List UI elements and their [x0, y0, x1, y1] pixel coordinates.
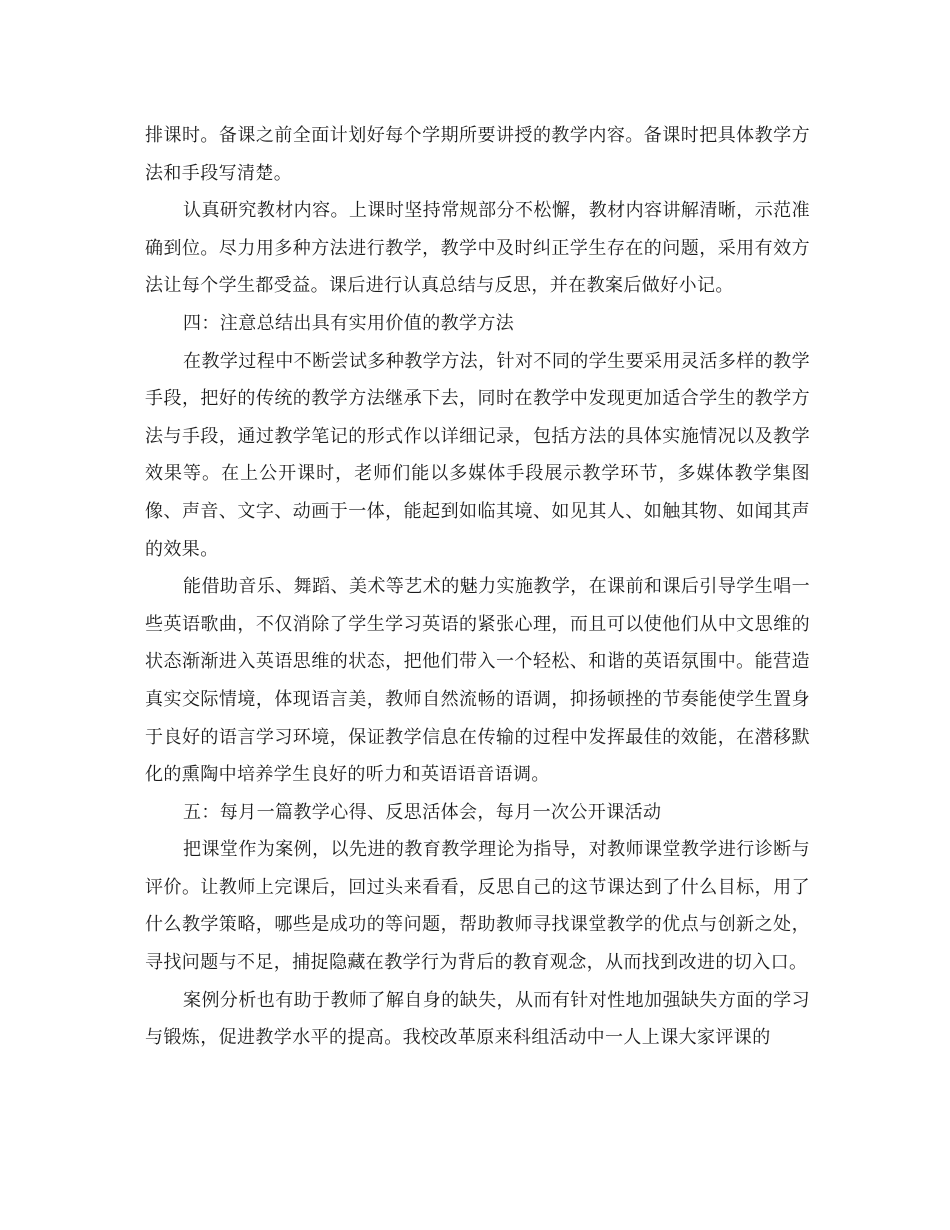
- section-heading: 四：注意总结出具有实用价值的教学方法: [183, 312, 515, 334]
- paragraph: 在教学过程中不断尝试多种教学方法，针对不同的学生要采用灵活多样的教学手段，把好的传统的教学方法继承下去，同时在教学中发现更加适合学生的教学方法与手段，通过教学笔记的形式作以详细记录，包括方法的具体实施情况以及教学效果等。在上公开课时，老师们能以多媒体手段展示教学环节，多媒体教学集图像、声音、文字、动画于一体，能起到如临其境、如见其人、如触其物、如闻其声的效果。: [145, 350, 810, 560]
- paragraph: 排课时。备课之前全面计划好每个学期所要讲授的教学内容。备课时把具体教学方法和手段写清楚。: [145, 125, 810, 184]
- paragraph: 能借助音乐、舞蹈、美术等艺术的魅力实施教学，在课前和课后引导学生唱一些英语歌曲，不仅消除了学生学习英语的紧张心理，而且可以使他们从中文思维的状态渐渐进入英语思维的状态，把他们带入一个轻松、和谐的英语氛围中。能营造真实交际情境，体现语言美，教师自然流畅的语调，抑扬顿挫的节奏能使学生置身于良好的语言学习环境，保证教学信息在传输的过程中发挥最佳的效能，在潜移默化的熏陶中培养学生良好的听力和英语语音语调。: [145, 576, 810, 786]
- paragraph: 案例分析也有助于教师了解自身的缺失，从而有针对性地加强缺失方面的学习与锻炼，促进教学水平的提高。我校改革原来科组活动中一人上课大家评课的: [145, 989, 810, 1049]
- paragraph: 把课堂作为案例，以先进的教育教学理论为指导，对教师课堂教学进行诊断与评价。让教师上完课后，回过头来看看，反思自己的这节课达到了什么目标，用了什么教学策略，哪些是成功的等问题，帮助教师寻找课堂教学的优点与创新之处，寻找问题与不足，捕捉隐藏在教学行为背后的教育观念，从而找到改进的切入口。: [145, 839, 810, 974]
- section-heading: 五：每月一篇教学心得、反思活体会，每月一次公开课活动: [183, 801, 662, 823]
- document-body: [145, 117, 810, 1057]
- paragraph: 认真研究教材内容。上课时坚持常规部分不松懈，教材内容讲解清晰，示范准确到位。尽力用多种方法进行教学，教学中及时纠正学生存在的问题，采用有效方法让每个学生都受益。课后进行认真总结与反思，并在教案后做好小记。: [145, 200, 810, 297]
